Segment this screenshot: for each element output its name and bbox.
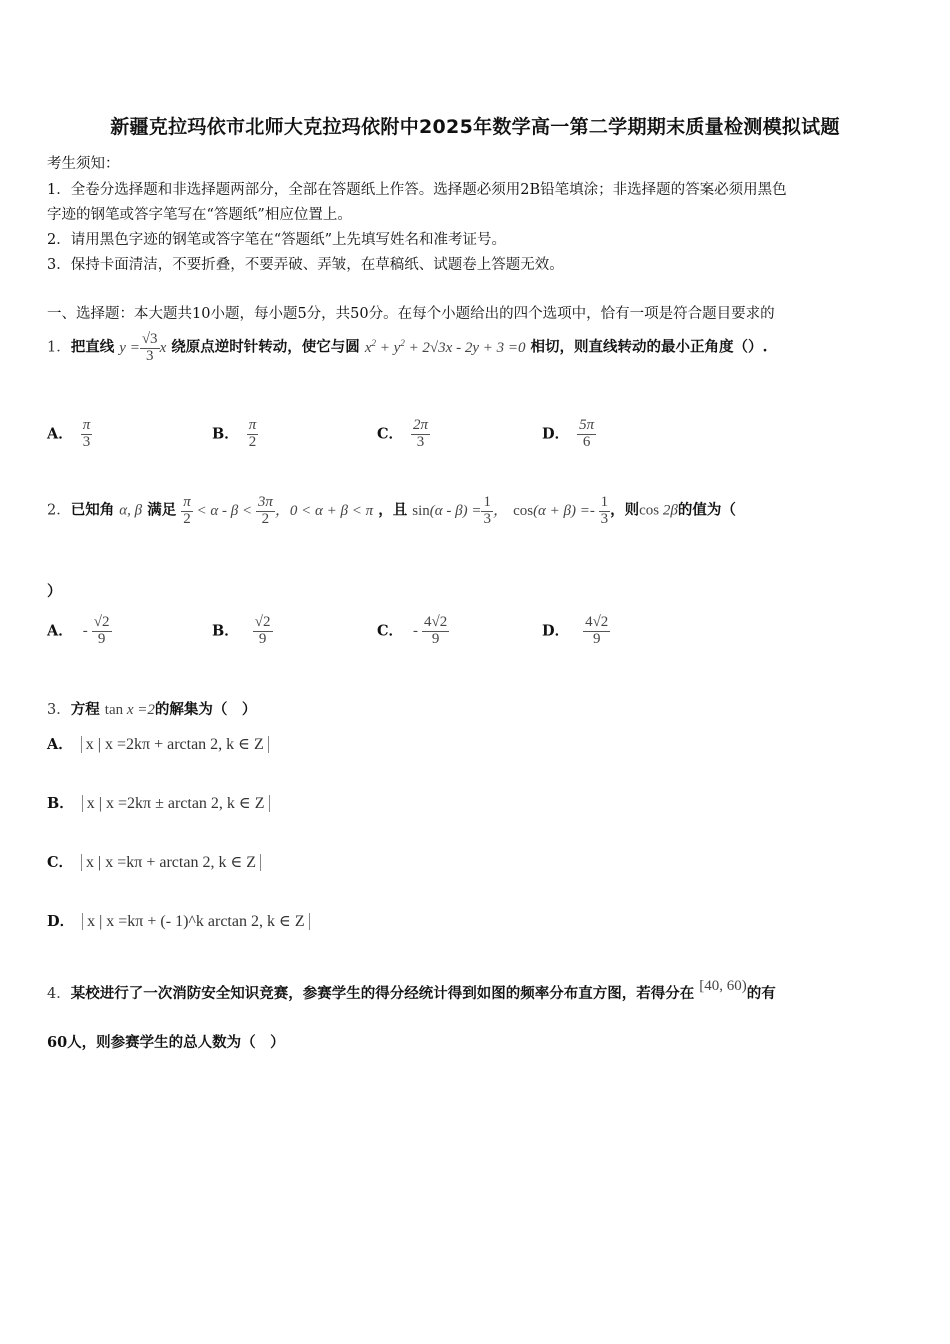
question-2: 2．已知角 α, β 满足 $\frac{\pi}{2}$ < α - β < $\frac{3\pi}{2}$ ，0 < α + β < π ，且 sin(α - β) = $\frac{1}{3}$ ， cos(α + β) =- $\frac{1}{3}$ ，则cos 2β的值为（: [47, 494, 736, 527]
notice-item-1-cont: 字迹的钢笔或答字笔写在“答题纸”相应位置上。: [47, 207, 352, 223]
question-1: 1．把直线 y = $\frac{√3}{3}$ x 绕原点逆时针转动，使它与圆 $x^2 + y^2 + 2√3x - 2y + 3 =0$ 相切，则直线转动的最小正角度（）.: [47, 331, 768, 364]
question-3: 3．方程 tan x =2的解集为（ ）: [47, 701, 257, 718]
notice-item-1: 1．全卷分选择题和非选择题两部分，全部在答题纸上作答。选择题必须用2B铅笔填涂；非选择题的答案必须用黑色: [47, 182, 787, 198]
set-expression: x | x =2kπ + arctan 2, k ∈ Z: [81, 736, 269, 753]
q2-option-c[interactable]: C． - $\frac{4√2}{9}$: [377, 614, 448, 647]
notice-item-3: 3．保持卡面清洁，不要折叠，不要弄破、弄皱，在草稿纸、试题卷上答题无效。: [47, 257, 564, 273]
question-number: 3．: [47, 702, 71, 718]
line-equation: y = $\frac{√3}{3}$ x: [119, 331, 167, 364]
section-heading: 一、选择题：本大题共10小题，每小题5分，共50分。在每个小题给出的四个选项中，恰有一项是符合题目要求的: [47, 306, 775, 322]
q1-option-b[interactable]: B． $\frac{\pi}{2}$: [212, 417, 257, 450]
cos-condition: cos(α + β) =- $\frac{1}{3}$: [513, 494, 609, 527]
question-number: 4．: [47, 986, 71, 1002]
q2-option-d[interactable]: D． $\frac{4√2}{9}$: [542, 614, 609, 647]
q3-option-c[interactable]: C． x | x =kπ + arctan 2, k ∈ Z: [47, 851, 261, 872]
q3-option-b[interactable]: B． x | x =2kπ ± arctan 2, k ∈ Z: [47, 792, 270, 813]
question-4: 4．某校进行了一次消防安全知识竞赛，参赛学生的得分经统计得到如图的频率分布直方图，若得分在 [40, 60)的有: [47, 978, 776, 1002]
angle-condition: $\frac{\pi}{2}$ < α - β < $\frac{3\pi}{2}$ ，0 < α + β < π: [183, 494, 374, 527]
score-interval: [40, 60): [699, 978, 747, 994]
question-4-cont: 60人，则参赛学生的总人数为（ ）: [47, 1034, 285, 1051]
notice-item-2: 2．请用黑色字迹的钢笔或答字笔在“答题纸”上先填写姓名和准考证号。: [47, 232, 507, 248]
question-number: 1．: [47, 339, 71, 356]
set-expression: x | x =2kπ ± arctan 2, k ∈ Z: [82, 795, 270, 812]
sin-condition: sin(α - β) = $\frac{1}{3}$ ，: [412, 494, 508, 527]
q1-option-c[interactable]: C． $\frac{2\pi}{3}$: [377, 417, 429, 450]
circle-equation: $x^2 + y^2 + 2√3x - 2y + 3 =0$: [364, 337, 526, 356]
set-expression: x | x =kπ + (- 1)^k arctan 2, k ∈ Z: [82, 913, 310, 930]
q3-option-a[interactable]: A． x | x =2kπ + arctan 2, k ∈ Z: [47, 733, 269, 754]
question-number: 2．: [47, 502, 71, 519]
q2-option-b[interactable]: B． $\frac{√2}{9}$: [212, 614, 271, 647]
q1-option-d[interactable]: D． $\frac{5\pi}{6}$: [542, 417, 595, 450]
exam-title: 新疆克拉玛依市北师大克拉玛依附中2025年数学高一第二学期期末质量检测模拟试题: [110, 116, 840, 138]
q3-option-d[interactable]: D． x | x =kπ + (- 1)^k arctan 2, k ∈ Z: [47, 910, 310, 931]
question-2-close: ）: [47, 583, 62, 600]
q1-option-a[interactable]: A． $\frac{\pi}{3}$: [47, 417, 91, 450]
set-expression: x | x =kπ + arctan 2, k ∈ Z: [81, 854, 261, 871]
q2-option-a[interactable]: A． - $\frac{√2}{9}$: [47, 614, 110, 647]
notice-heading: 考生须知：: [47, 156, 120, 172]
